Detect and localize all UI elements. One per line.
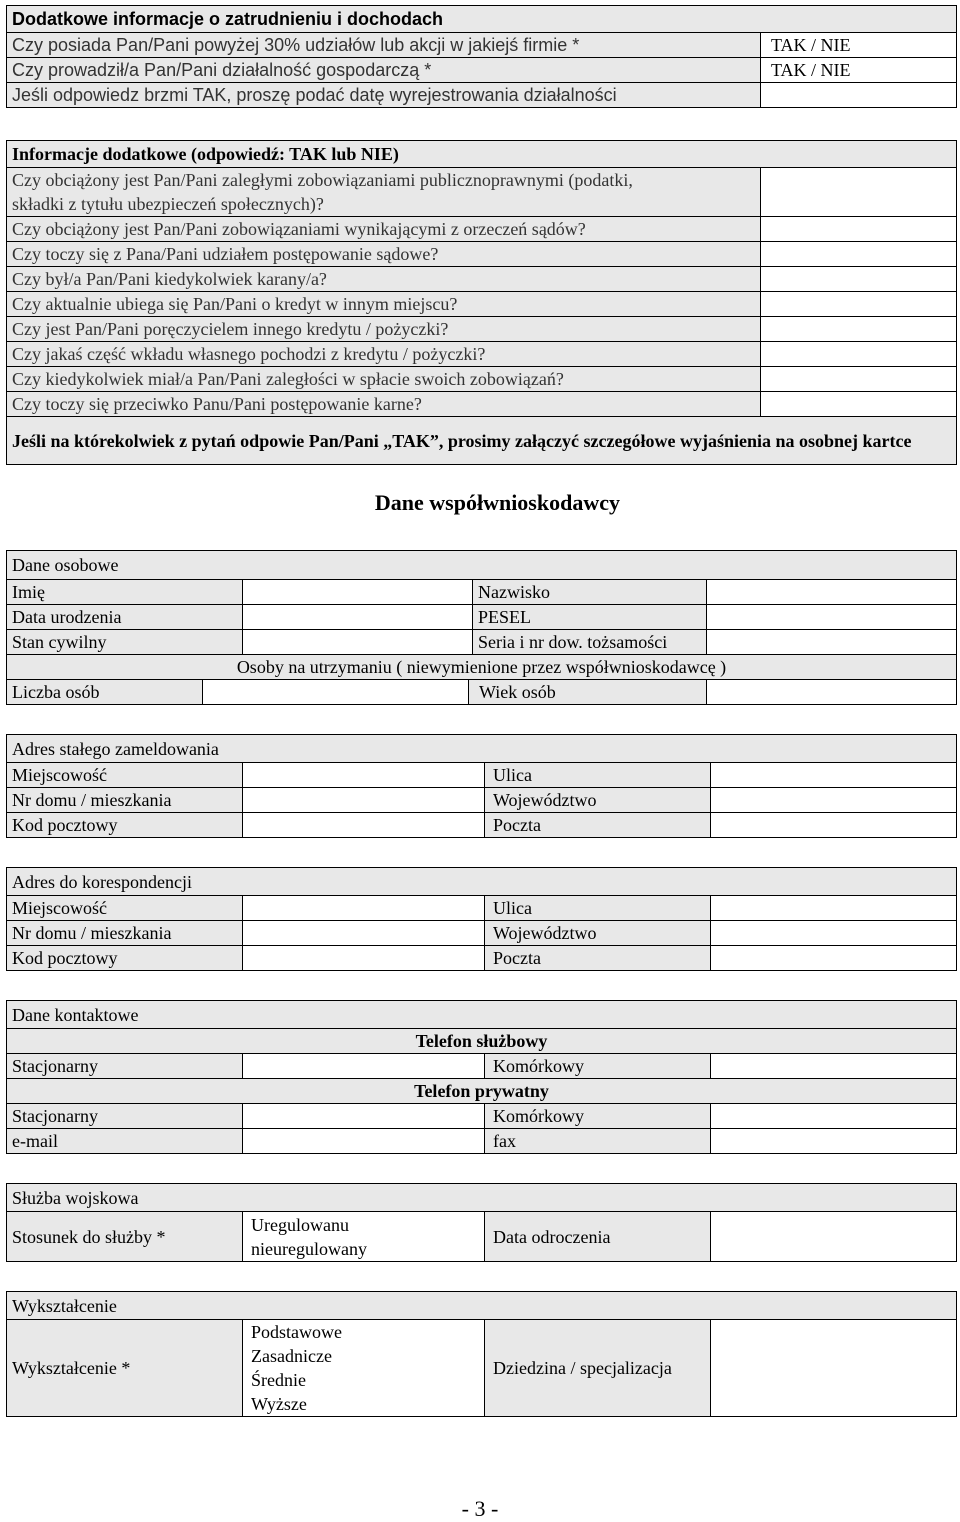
- mail-zip-label: Kod pocztowy: [7, 946, 243, 971]
- additional-a9-field[interactable]: [761, 392, 957, 417]
- last-name-label: Nazwisko: [473, 580, 707, 605]
- education-field-input[interactable]: [711, 1320, 957, 1417]
- personal-table: [6, 550, 957, 705]
- mail-house-label: Nr domu / mieszkania: [7, 921, 243, 946]
- perm-post-label: Poczta: [485, 813, 711, 838]
- private-mobile-label: Komórkowy: [485, 1104, 711, 1129]
- employment-a3-field[interactable]: [761, 83, 957, 108]
- mail-house-field[interactable]: [243, 921, 485, 946]
- permanent-address-table: [6, 734, 957, 838]
- additional-q1-line2: składki z tytułu ubezpieczeń społecznych)?: [12, 194, 324, 214]
- additional-q1: [7, 168, 761, 217]
- education-title: Wykształcenie: [7, 1292, 957, 1320]
- mail-street-field[interactable]: [711, 896, 957, 921]
- work-phone-label: Telefon służbowy: [7, 1029, 957, 1054]
- additional-q3: Czy toczy się z Pana/Pani udziałem postępowanie sądowe?: [7, 242, 761, 267]
- work-landline-label: Stacjonarny: [7, 1054, 243, 1079]
- perm-zip-field[interactable]: [243, 813, 485, 838]
- mailing-address-title: Adres do korespondencji: [7, 868, 957, 896]
- private-landline-label: Stacjonarny: [7, 1104, 243, 1129]
- first-name-field[interactable]: [243, 580, 473, 605]
- pesel-label: PESEL: [473, 605, 707, 630]
- employment-table: [6, 5, 957, 108]
- perm-house-label: Nr domu / mieszkania: [7, 788, 243, 813]
- additional-q2: Czy obciążony jest Pan/Pani zobowiązaniami wynikającymi z orzeczeń sądów?: [7, 217, 761, 242]
- mail-post-label: Poczta: [485, 946, 711, 971]
- perm-city-label: Miejscowość: [7, 763, 243, 788]
- additional-title: Informacje dodatkowe (odpowiedź: TAK lub NIE): [7, 141, 957, 168]
- employment-a1[interactable]: TAK / NIE: [761, 33, 957, 58]
- additional-note: Jeśli na którekolwiek z pytań odpowie Pan/Pani „TAK”, prosimy załączyć szczegółowe wyjaśnienia na osobnej kartce: [7, 417, 957, 465]
- employment-q3: Jeśli odpowiedz brzmi TAK, proszę podać datę wyrejestrowania działalności: [7, 83, 761, 108]
- private-phone-label: Telefon prywatny: [7, 1079, 957, 1104]
- deferral-field[interactable]: [711, 1212, 957, 1262]
- dependents-count-field[interactable]: [203, 680, 469, 705]
- deferral-label: Data odroczenia: [485, 1212, 711, 1262]
- employment-a2[interactable]: TAK / NIE: [761, 58, 957, 83]
- military-option-settled[interactable]: Uregulowanu: [251, 1214, 349, 1235]
- education-field-label: Dziedzina / specjalizacja: [485, 1320, 711, 1417]
- additional-a4-field[interactable]: [761, 267, 957, 292]
- dependents-count-label: Liczba osób: [7, 680, 203, 705]
- work-landline-field[interactable]: [243, 1054, 485, 1079]
- perm-street-field[interactable]: [711, 763, 957, 788]
- work-mobile-label: Komórkowy: [485, 1054, 711, 1079]
- mail-city-field[interactable]: [243, 896, 485, 921]
- education-option-primary[interactable]: Podstawowe: [251, 1322, 342, 1342]
- id-doc-field[interactable]: [707, 630, 957, 655]
- fax-label: fax: [485, 1129, 711, 1154]
- military-table: [6, 1183, 957, 1262]
- email-field[interactable]: [243, 1129, 485, 1154]
- perm-zip-label: Kod pocztowy: [7, 813, 243, 838]
- additional-a3-field[interactable]: [761, 242, 957, 267]
- additional-a8-field[interactable]: [761, 367, 957, 392]
- last-name-field[interactable]: [707, 580, 957, 605]
- education-option-higher[interactable]: Wyższe: [251, 1394, 307, 1414]
- co-applicant-title: Dane współwnioskodawcy: [374, 490, 620, 515]
- perm-post-field[interactable]: [711, 813, 957, 838]
- mail-city-label: Miejscowość: [7, 896, 243, 921]
- mail-street-label: Ulica: [485, 896, 711, 921]
- permanent-address-title: Adres stałego zameldowania: [7, 735, 957, 763]
- marital-label: Stan cywilny: [7, 630, 243, 655]
- dependents-ages-label: Wiek osób: [469, 680, 707, 705]
- military-label: Stosunek do służby *: [7, 1212, 243, 1262]
- education-table: [6, 1291, 957, 1417]
- additional-a2-field[interactable]: [761, 217, 957, 242]
- military-title: Służba wojskowa: [7, 1184, 957, 1212]
- additional-a6-field[interactable]: [761, 317, 957, 342]
- military-option-unsettled[interactable]: nieuregulowany: [251, 1238, 367, 1259]
- education-options[interactable]: [243, 1320, 485, 1417]
- private-mobile-field[interactable]: [711, 1104, 957, 1129]
- additional-q8: Czy kiedykolwiek miał/a Pan/Pani zaległości w spłacie swoich zobowiązań?: [7, 367, 761, 392]
- perm-street-label: Ulica: [485, 763, 711, 788]
- id-doc-label: Seria i nr dow. tożsamości: [473, 630, 707, 655]
- email-label: e-mail: [7, 1129, 243, 1154]
- mail-zip-field[interactable]: [243, 946, 485, 971]
- work-mobile-field[interactable]: [711, 1054, 957, 1079]
- additional-q7: Czy jakaś część wkładu własnego pochodzi z kredytu / pożyczki?: [7, 342, 761, 367]
- perm-city-field[interactable]: [243, 763, 485, 788]
- mail-province-field[interactable]: [711, 921, 957, 946]
- additional-a1-field[interactable]: [761, 168, 957, 217]
- additional-a7-field[interactable]: [761, 342, 957, 367]
- additional-q1-line1: Czy obciążony jest Pan/Pani zaległymi zobowiązaniami publicznoprawnymi (podatki,: [12, 170, 633, 190]
- military-options[interactable]: [243, 1212, 485, 1262]
- additional-table: [6, 140, 957, 465]
- perm-province-label: Województwo: [485, 788, 711, 813]
- additional-q5: Czy aktualnie ubiega się Pan/Pani o kredyt w innym miejscu?: [7, 292, 761, 317]
- perm-house-field[interactable]: [243, 788, 485, 813]
- additional-q6: Czy jest Pan/Pani poręczycielem innego kredytu / pożyczki?: [7, 317, 761, 342]
- additional-q4: Czy był/a Pan/Pani kiedykolwiek karany/a?: [7, 267, 761, 292]
- mail-province-label: Województwo: [485, 921, 711, 946]
- mail-post-field[interactable]: [711, 946, 957, 971]
- birth-date-label: Data urodzenia: [7, 605, 243, 630]
- perm-province-field[interactable]: [711, 788, 957, 813]
- page-number: - 3 -: [461, 1496, 499, 1521]
- private-landline-field[interactable]: [243, 1104, 485, 1129]
- birth-date-field[interactable]: [243, 605, 473, 630]
- contact-table: [6, 1000, 957, 1154]
- employment-title: Dodatkowe informacje o zatrudnieniu i dochodach: [7, 6, 957, 33]
- additional-a5-field[interactable]: [761, 292, 957, 317]
- personal-title: Dane osobowe: [7, 551, 957, 580]
- additional-q9: Czy toczy się przeciwko Panu/Pani postępowanie karne?: [7, 392, 761, 417]
- pesel-field[interactable]: [707, 605, 957, 630]
- first-name-label: Imię: [7, 580, 243, 605]
- mailing-address-table: [6, 867, 957, 971]
- employment-q1: Czy posiada Pan/Pani powyżej 30% udziałów lub akcji w jakiejś firmie *: [7, 33, 761, 58]
- contact-title: Dane kontaktowe: [7, 1001, 957, 1029]
- marital-field[interactable]: [243, 630, 473, 655]
- education-label: Wykształcenie *: [7, 1320, 243, 1417]
- dependents-label: Osoby na utrzymaniu ( niewymienione przez współwnioskodawcę ): [7, 655, 957, 680]
- education-option-secondary[interactable]: Średnie: [251, 1370, 306, 1390]
- education-option-vocational[interactable]: Zasadnicze: [251, 1346, 332, 1366]
- employment-q2: Czy prowadził/a Pan/Pani działalność gospodarczą *: [7, 58, 761, 83]
- dependents-ages-field[interactable]: [707, 680, 957, 705]
- fax-field[interactable]: [711, 1129, 957, 1154]
